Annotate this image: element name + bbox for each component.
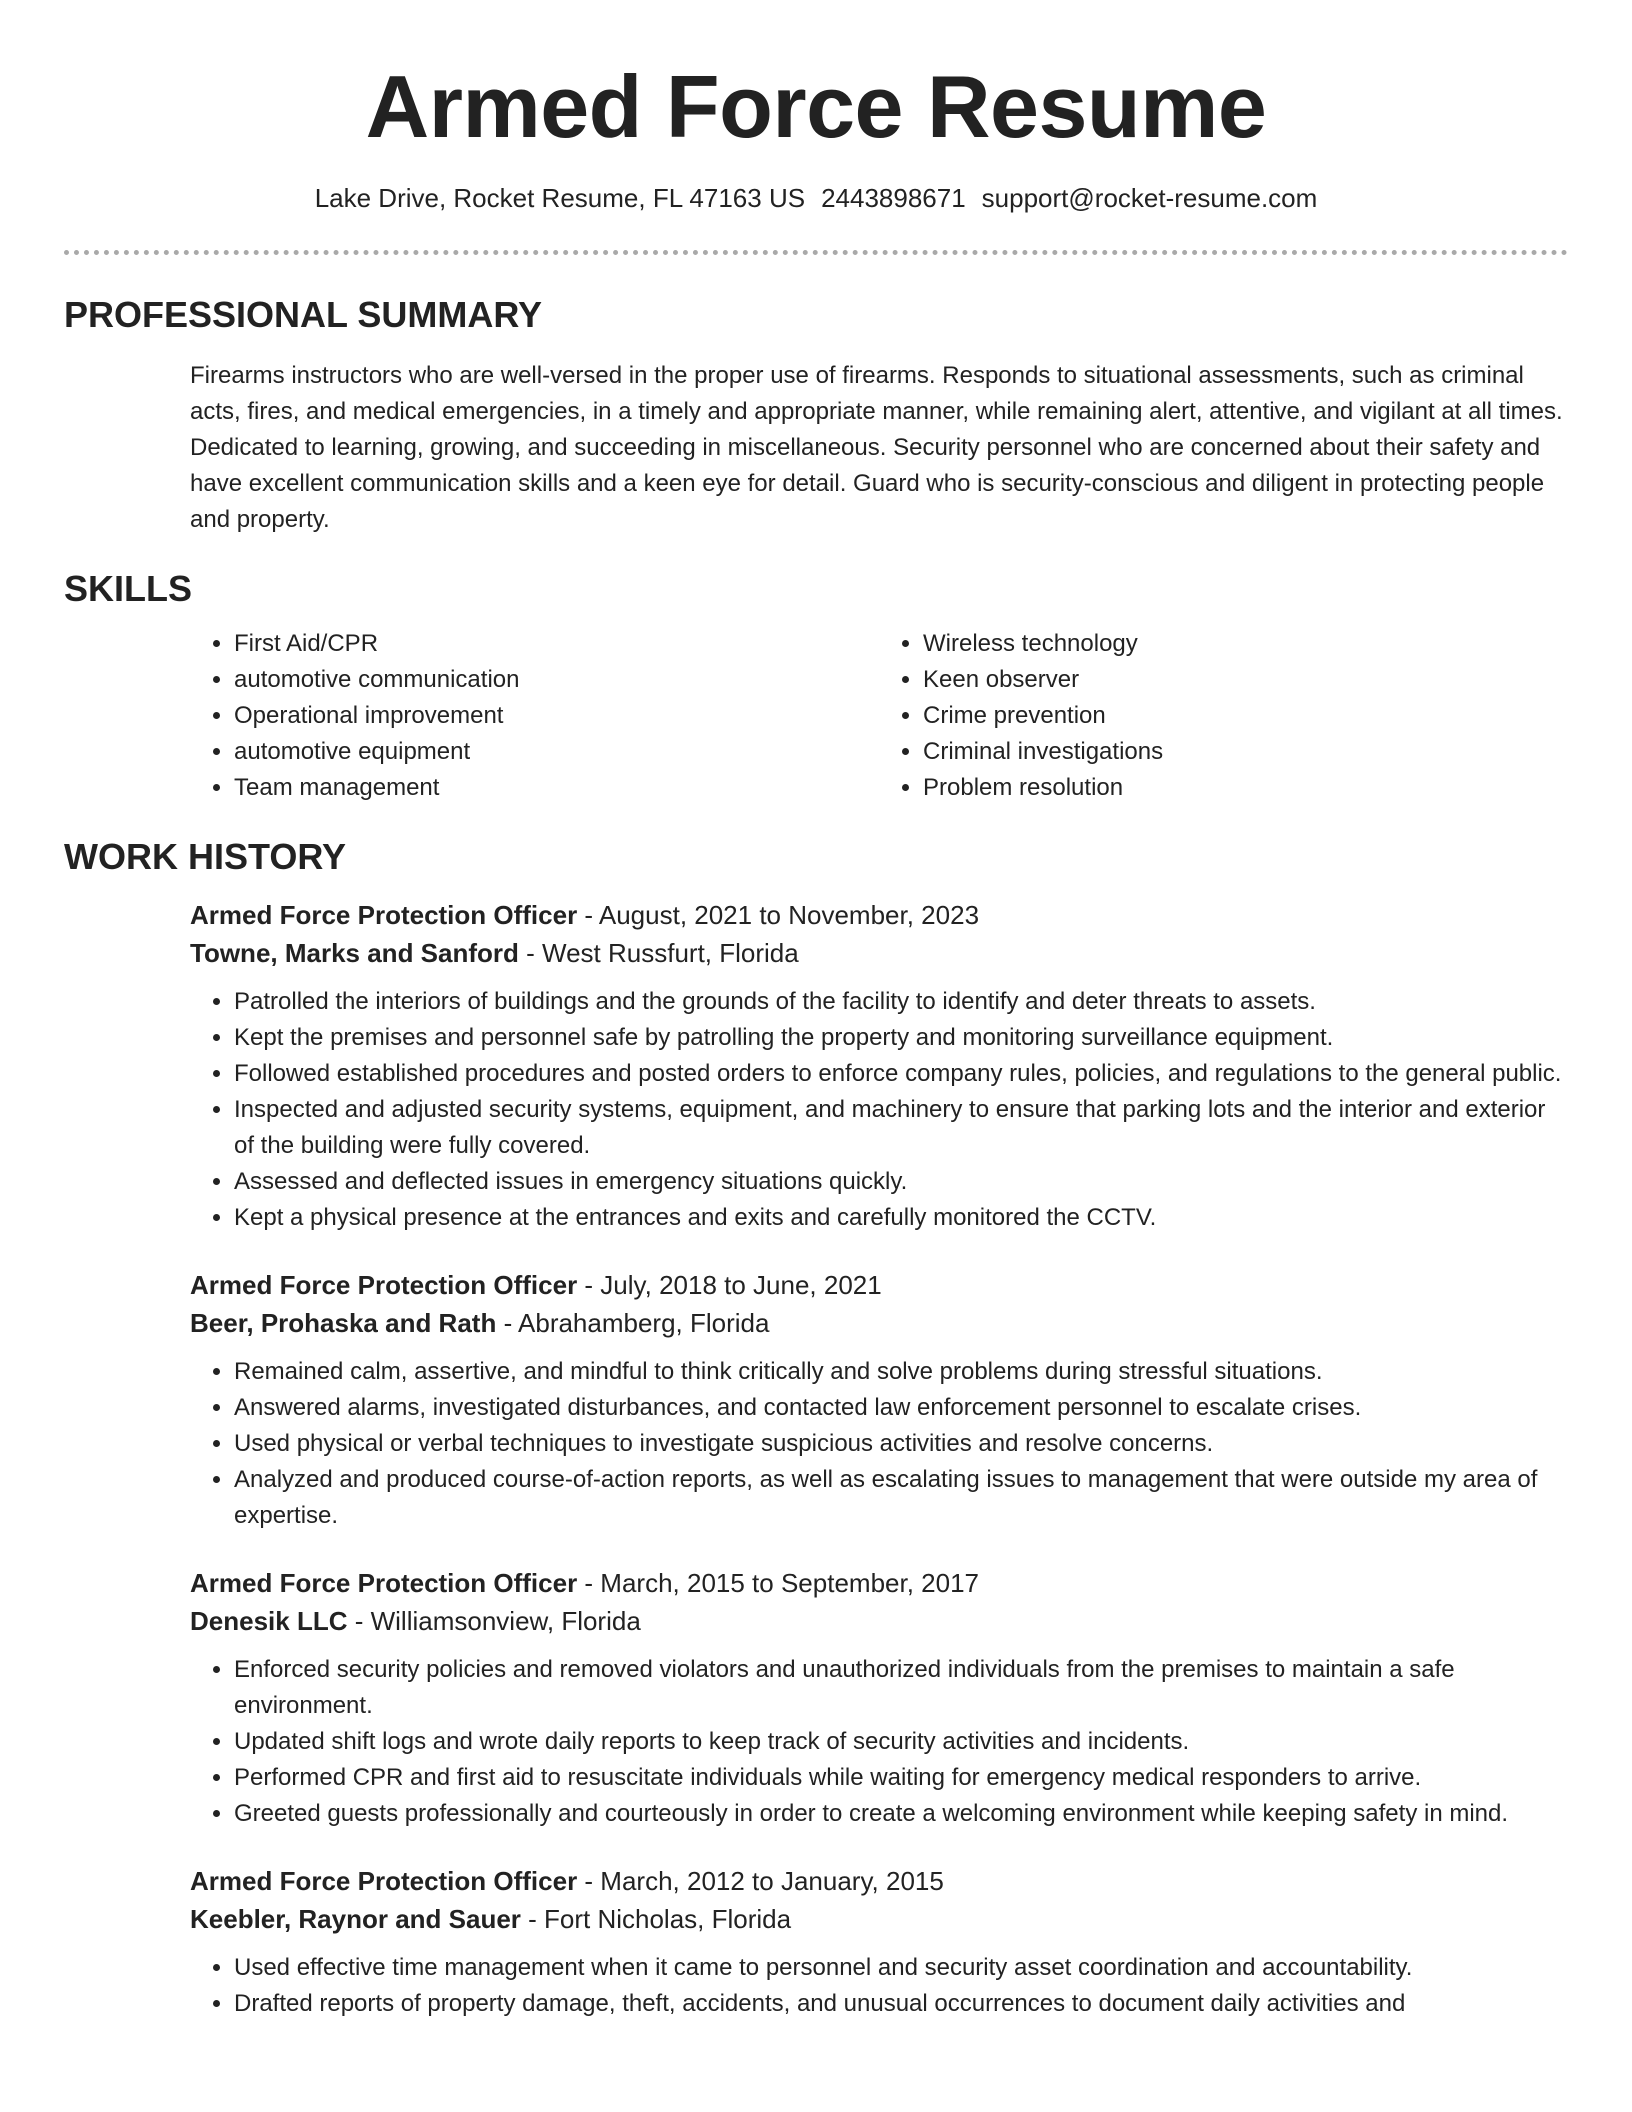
contact-address: Lake Drive, Rocket Resume, FL 47163 US (314, 183, 806, 213)
job-company: Keebler, Raynor and Sauer (190, 1904, 521, 1934)
job-duty: • Used effective time management when it came to personnel and security asset coordination and accountability. (234, 1950, 1568, 1986)
job-entry (190, 896, 1568, 1236)
job-duty: • Assessed and deflected issues in emergency situations quickly. (234, 1164, 1568, 1200)
job-duties (190, 984, 1568, 1236)
job-entry (190, 1266, 1568, 1534)
resume-body (64, 292, 1568, 2022)
skills-column-right (879, 626, 1568, 806)
job-role: Armed Force Protection Officer (190, 1568, 578, 1598)
job-title-line (190, 1564, 1568, 1602)
skills-list (190, 626, 1568, 806)
job-company-line (190, 1304, 1568, 1342)
job-dates: - August, 2021 to November, 2023 (577, 900, 980, 930)
job-company: Towne, Marks and Sanford (190, 938, 519, 968)
job-company-line (190, 1602, 1568, 1640)
job-duty: • Inspected and adjusted security systems, equipment, and machinery to ensure that parking lots and the interior and exterior of the building were fully covered. (234, 1092, 1568, 1164)
job-duty: • Drafted reports of property damage, theft, accidents, and unusual occurrences to document daily activities and (234, 1986, 1568, 2022)
job-duty: • Updated shift logs and wrote daily reports to keep track of security activities and incidents. (234, 1724, 1568, 1760)
job-role: Armed Force Protection Officer (190, 1270, 578, 1300)
resume-title: Armed Force Resume (365, 57, 1267, 156)
job-duty: • Answered alarms, investigated disturbances, and contacted law enforcement personnel to escalate crises. (234, 1390, 1568, 1426)
job-role: Armed Force Protection Officer (190, 1866, 578, 1896)
skill-item: • Keen observer (923, 662, 1568, 698)
job-duty: • Used physical or verbal techniques to investigate suspicious activities and resolve concerns. (234, 1426, 1568, 1462)
job-duty: • Followed established procedures and posted orders to enforce company rules, policies, and regulations to the general public. (234, 1056, 1568, 1092)
contact-phone: 2443898671 (821, 183, 966, 213)
skills-column-left (190, 626, 879, 806)
job-duties (190, 1652, 1568, 1832)
skill-item: • Team management (234, 770, 879, 806)
job-location: - Abrahamberg, Florida (496, 1308, 770, 1338)
skill-item: • Wireless technology (923, 626, 1568, 662)
job-location: - Fort Nicholas, Florida (520, 1904, 792, 1934)
job-title-line (190, 1266, 1568, 1304)
job-duties (190, 1354, 1568, 1534)
contact-info (0, 180, 1632, 216)
job-dates: - March, 2015 to September, 2017 (577, 1568, 979, 1598)
skill-item: • Operational improvement (234, 698, 879, 734)
job-entry (190, 1564, 1568, 1832)
job-company-line (190, 934, 1568, 972)
job-duties (190, 1950, 1568, 2022)
skill-item: • Crime prevention (923, 698, 1568, 734)
skills-heading: SKILLS (64, 568, 193, 609)
summary-heading: PROFESSIONAL SUMMARY (64, 294, 543, 335)
job-duty: • Enforced security policies and removed violators and unauthorized individuals from the premises to maintain a safe environment. (234, 1652, 1568, 1724)
job-location: - Williamsonview, Florida (347, 1606, 641, 1636)
contact-email: support@rocket-resume.com (981, 183, 1318, 213)
skill-item: • automotive communication (234, 662, 879, 698)
job-duty: • Patrolled the interiors of buildings and the grounds of the facility to identify and deter threats to assets. (234, 984, 1568, 1020)
job-duty: • Kept a physical presence at the entrances and exits and carefully monitored the CCTV. (234, 1200, 1568, 1236)
job-location: - West Russfurt, Florida (518, 938, 799, 968)
summary-text: Firearms instructors who are well-versed in the proper use of firearms. Responds to situational assessments, such as criminal acts, fires, and medical emergencies, in a timely and appropriate manner, while remaining alert, attentive, and vigilant at all times. Dedicated to learning, growing, and succeeding in miscellaneous. Security personnel who are concerned about their safety and have excellent communication skills and a keen eye for detail. Guard who is security-conscious and diligent in protecting people and property. (190, 362, 1563, 533)
job-duty: • Remained calm, assertive, and mindful to think critically and solve problems during stressful situations. (234, 1354, 1568, 1390)
job-company: Beer, Prohaska and Rath (190, 1308, 497, 1338)
skill-item: • Criminal investigations (923, 734, 1568, 770)
job-dates: - March, 2012 to January, 2015 (577, 1866, 944, 1896)
skill-item: • automotive equipment (234, 734, 879, 770)
job-entry (190, 1862, 1568, 2022)
job-dates: - July, 2018 to June, 2021 (577, 1270, 882, 1300)
job-company: Denesik LLC (190, 1606, 348, 1636)
job-title-line (190, 1862, 1568, 1900)
job-company-line (190, 1900, 1568, 1938)
job-title-line (190, 896, 1568, 934)
job-duty: • Kept the premises and personnel safe by patrolling the property and monitoring surveillance equipment. (234, 1020, 1568, 1056)
work-history-heading: WORK HISTORY (64, 836, 347, 877)
job-duty: • Analyzed and produced course-of-action reports, as well as escalating issues to management that were outside my area of expertise. (234, 1462, 1568, 1534)
job-role: Armed Force Protection Officer (190, 900, 578, 930)
job-duty: • Performed CPR and first aid to resuscitate individuals while waiting for emergency medical responders to arrive. (234, 1760, 1568, 1796)
skill-item: • First Aid/CPR (234, 626, 879, 662)
header-divider (64, 250, 1568, 255)
skill-item: • Problem resolution (923, 770, 1568, 806)
job-duty: • Greeted guests professionally and courteously in order to create a welcoming environment while keeping safety in mind. (234, 1796, 1568, 1832)
